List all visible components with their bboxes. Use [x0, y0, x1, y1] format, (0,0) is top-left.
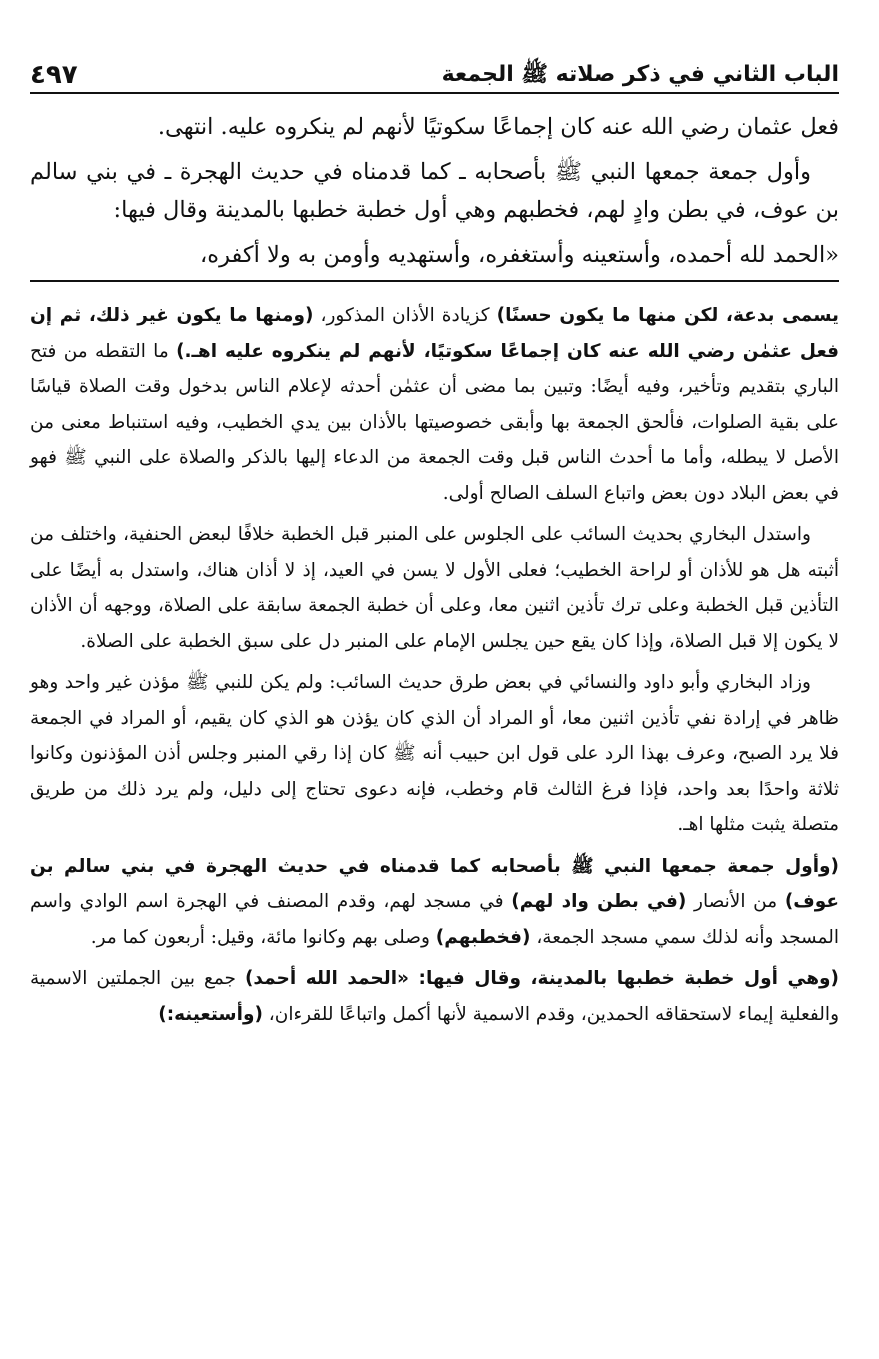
quoted-text: (فخطبهم)	[435, 926, 531, 948]
chapter-title: الباب الثاني في ذكر صلاته ﷺ الجمعة	[441, 62, 839, 87]
separator-line	[30, 280, 839, 282]
commentary-paragraph: واستدل البخاري بحديث السائب على الجلوس على المنبر قبل الخطبة خلافًا لبعض الحنفية، واختلف من أثبته هل هو للأذان أو لراحة الخطيب؛ فعلى الأول لا يسن في العيد، إذ لا أذان هناك، واستدل به أيضًا على التأذين قبل الخطبة وعلى ترك تأذين اثنين معا، وعلى أن خطبة الجمعة سابقة على الصلاة، ووجهه أن الأذان لا يكون إلا قبل الصلاة، وإذا كان يقع حين يجلس الإمام على المنبر دل على سبق الخطبة على الصلاة.	[30, 524, 839, 652]
page	[30, 52, 839, 1038]
commentary-text: من الأنصار	[686, 891, 785, 912]
quoted-text: (وأستعينه:)	[158, 1003, 263, 1025]
quoted-text: (وأول جمعة جمعها النبي ﷺ بأصحابه كما قدمناه في حديث الهجرة في بني سالم بن عوف)	[30, 855, 840, 912]
commentary-text: في مسجد لهم، وقدم المصنف في الهجرة اسم الوادي واسم المسجد وأنه لذلك سمي مسجد الجمعة،	[30, 891, 839, 948]
commentary-text: ما التقطه من فتح الباري بتقديم وتأخير، وفيه أيضًا: وتبين بما مضى أن عثمٰن أحدثه لإعلام الناس بدخول وقت الصلاة قياسًا على بقية الصلوات، فألحق الجمعة بها وأبقى خصوصيتها بالأذان بين يدي الخطيب، وفيه استنباط معنى من الأصل لا يبطله، وأما ما أحدث الناس قبل وقت الجمعة من الدعاء إليها بالذكر والصلاة على النبي ﷺ فهو في بعض البلاد دون بعض واتباع السلف الصالح أولى.	[30, 340, 840, 504]
commentary-text: وصلى بهم وكانوا مائة، وقيل: أربعون كما مر.	[90, 926, 436, 948]
running-header	[30, 52, 839, 94]
commentary-text: جمع بين الجملتين الاسمية والفعلية إيماء لاستحقاقه الحمدين، وقدم الاسمية لأنها أكمل واتباعًا للقرءان،	[30, 968, 839, 1025]
quoted-text: (وهي أول خطبة خطبها بالمدينة، وقال فيها: «الحمد الله أحمد)	[244, 968, 839, 989]
quoted-text: (ومنها ما يكون غير ذلك، ثم إن فعل عثمٰن رضي الله عنه كان إجماعًا سكوتيًا، لأنهم لم ينكروه عليه اهـ.)	[30, 305, 840, 362]
main-paragraph: فعل عثمان رضي الله عنه كان إجماعًا سكوتيًا لأنهم لم ينكروه عليه. انتهى.	[157, 114, 839, 140]
commentary-text: كزيادة الأذان المذكور،	[313, 305, 497, 326]
commentary-paragraph	[30, 849, 839, 956]
quoted-text: (في بطن واد لهم)	[511, 891, 687, 912]
main-paragraph: «الحمد لله أحمده، وأستعينه وأستغفره، وأستهديه وأومن به ولا أكفره،	[200, 241, 839, 268]
commentary-paragraph: وزاد البخاري وأبو داود والنسائي في بعض طرق حديث السائب: ولم يكن للنبي ﷺ مؤذن غير واحد وهو ظاهر في إرادة نفي تأذين اثنين معا، أو المراد أن الذي كان يؤذن هو الذي كان يقيم، أو المراد في الجمعة فلا يرد الصبح، وعرف بهذا الرد على قول ابن حبيب أنه ﷺ كان إذا رقي المنبر وجلس أذن المؤذنون وكانوا ثلاثة واحدًا بعد واحد، فإذا فرغ الثالث قام وخطب، فإنه دعوى تحتاج إلى دليل، ولم يرد ذلك من طريق متصلة يثبت مثلها اهـ.	[30, 672, 839, 835]
commentary	[30, 298, 839, 1032]
commentary-paragraph	[30, 961, 839, 1032]
page-number: ٤٩٧	[30, 60, 78, 90]
main-paragraph: وأول جمعة جمعها النبي ﷺ بأصحابه ـ كما قدمناه في حديث الهجرة ـ في بني سالم بن عوف، في بطن وادٍ لهم، فخطبهم وهي أول خطبة خطبها بالمدينة وقال فيها:	[30, 158, 839, 223]
quoted-text: يسمى بدعة، لكن منها ما يكون حسنًا)	[496, 305, 839, 326]
commentary-paragraph	[30, 298, 839, 511]
main-text	[30, 108, 839, 274]
